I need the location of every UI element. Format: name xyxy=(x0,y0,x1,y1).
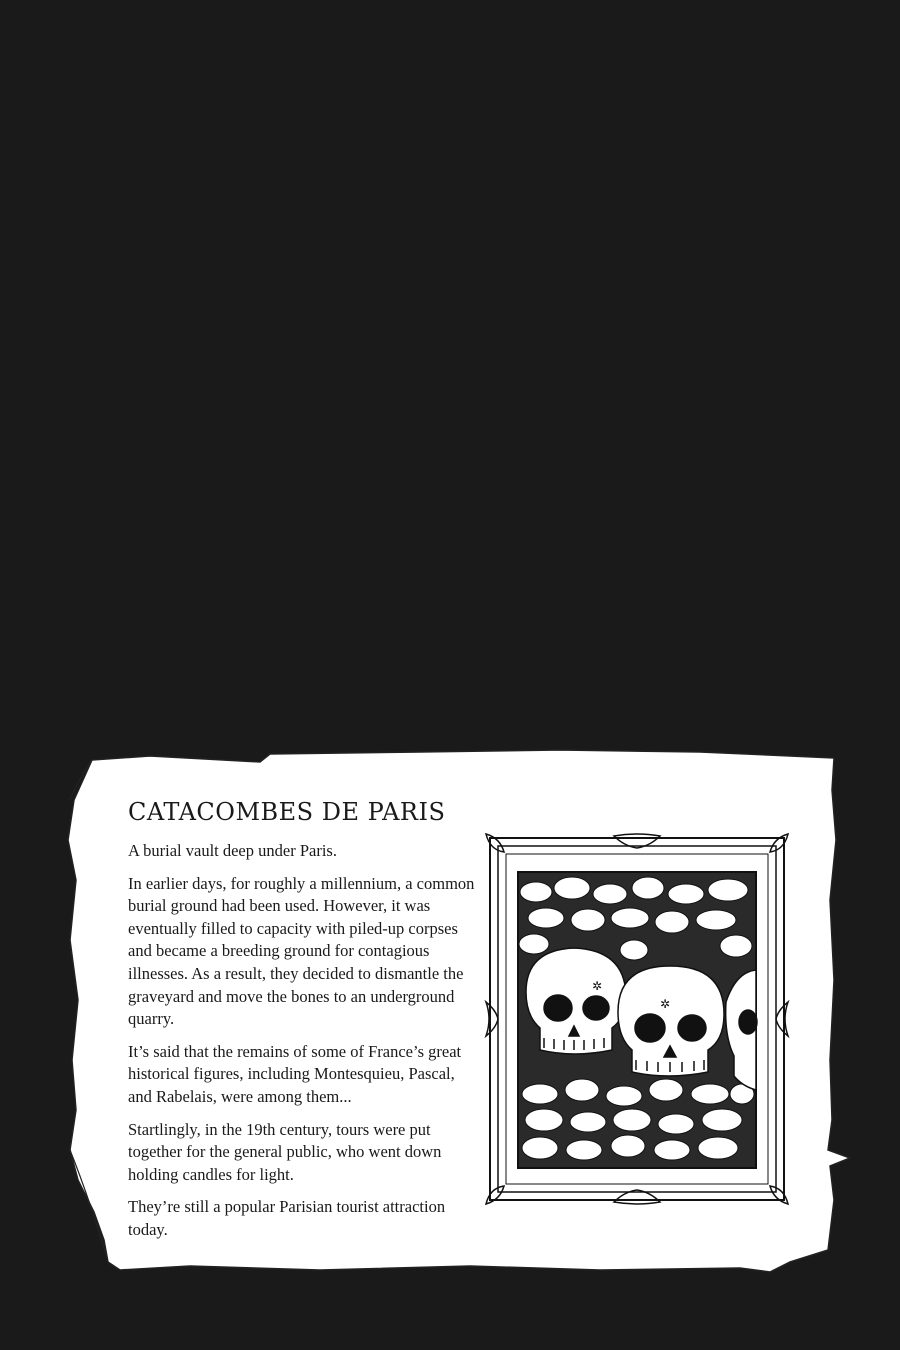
paragraph: A burial vault deep under Paris. xyxy=(128,841,337,860)
skull-center xyxy=(618,966,724,1076)
svg-text:✲: ✲ xyxy=(592,979,603,993)
svg-text:✲: ✲ xyxy=(660,997,671,1011)
skull-left xyxy=(526,948,626,1054)
paragraph: Startlingly, in the 19th century, tours were put together for the general public, who went down holding candles for light. xyxy=(128,1119,442,1184)
framed-illustration xyxy=(484,832,790,1206)
paragraph: They’re still a popular Parisian tourist attraction today. xyxy=(128,1197,446,1239)
article-title: CATACOMBES DE PARIS xyxy=(128,798,446,826)
skulls-in-ornate-frame-icon xyxy=(484,832,790,1206)
paragraph: In earlier days, for roughly a millennium, a common burial ground had been used. However, it was eventually filled to capacity with piled-up corpses and became a breeding ground for contagious illnesses. As a result, they decided to dismantle the graveyard and move the bones to an underground quarry. xyxy=(128,873,475,1029)
paragraph: It’s said that the remains of some of France’s great historical figures, including Montesquieu, Pascal, and Rabelais, were among them... xyxy=(128,1041,462,1106)
article-text xyxy=(128,798,478,1252)
